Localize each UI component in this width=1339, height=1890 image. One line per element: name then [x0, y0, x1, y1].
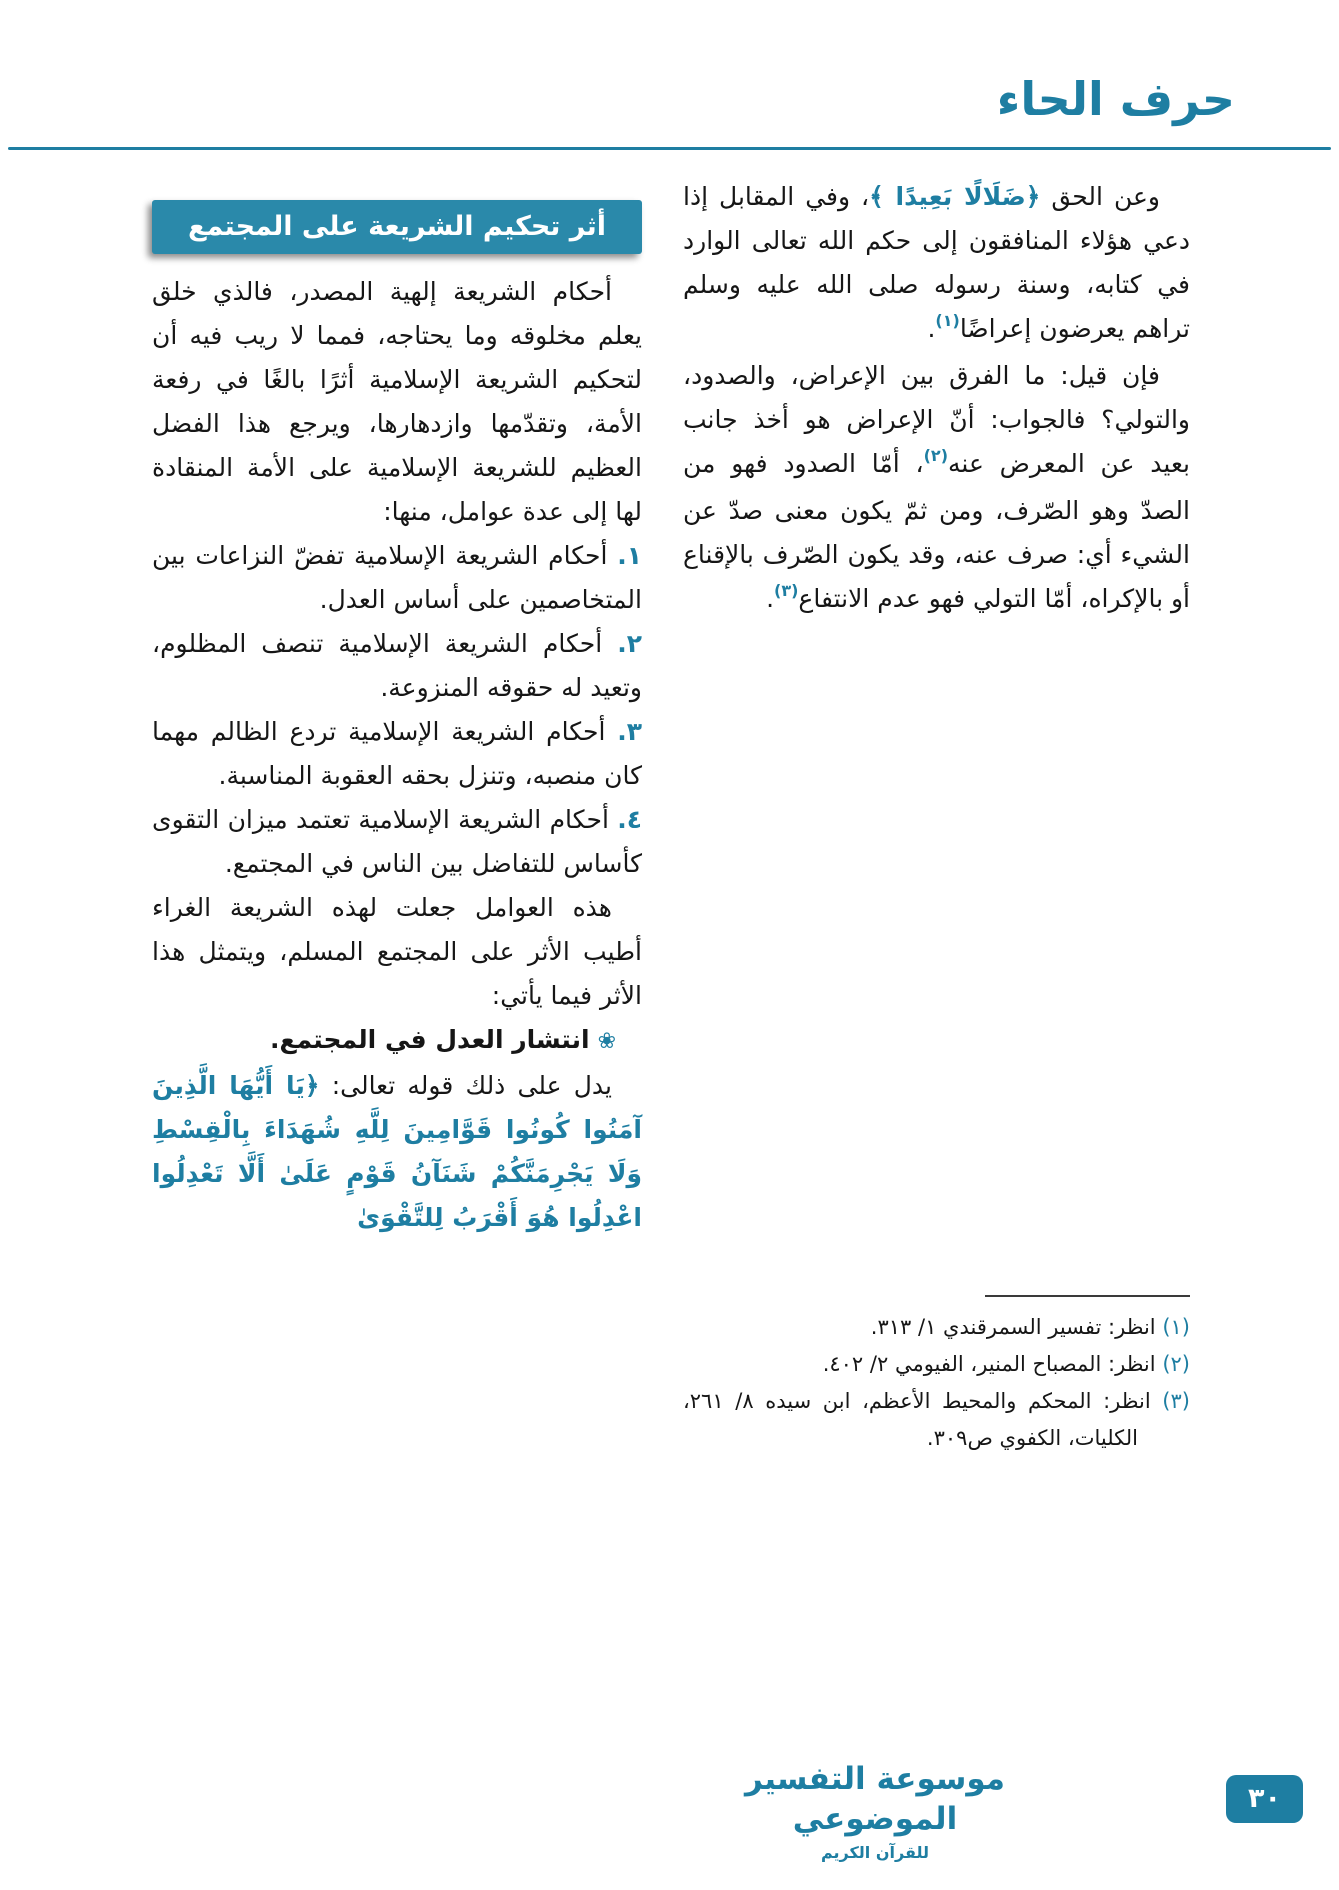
left-column	[152, 200, 642, 1240]
page-number-badge: ٣٠	[1226, 1775, 1303, 1823]
section-outro: هذه العوامل جعلت لهذه الشريعة الغراء أطيب الأثر على المجتمع المسلم، ويتمثل هذا الأثر فيما يأتي:	[152, 893, 642, 1010]
list-item-text: أحكام الشريعة الإسلامية تعتمد ميزان التقوى كأساس للتفاضل بين الناس في المجتمع.	[152, 805, 642, 878]
footnote-marker: (٣)	[1162, 1389, 1190, 1413]
paragraph	[683, 175, 1190, 354]
footnote-ref-1: (١)	[935, 311, 960, 330]
list-item-text: أحكام الشريعة الإسلامية تفضّ النزاعات بين المتخاصمين على أساس العدل.	[152, 541, 642, 614]
section-header-box	[152, 200, 642, 254]
footnote-marker: (٢)	[1162, 1352, 1190, 1376]
list-item	[152, 710, 642, 798]
bullet-text: انتشار العدل في المجتمع.	[269, 1025, 590, 1054]
logo-subtitle: للقرآن الكريم	[820, 1843, 930, 1862]
paragraph-text: .	[927, 314, 936, 343]
chapter-title-calligraphy: حرف الحاء	[996, 72, 1235, 126]
section-intro: أحكام الشريعة إلهية المصدر، فالذي خلق يعلم مخلوقه وما يحتاجه، فمما لا ريب فيه أن لتحكيم الشريعة الإسلامية أثرًا بالغًا في رفعة الأمة، وتقدّمها وازدهارها، ويرجع هذا الفضل العظيم للشريعة الإسلامية على الأمة المنقادة لها إلى عدة عوامل، منها:	[152, 277, 642, 526]
bullet-line	[152, 1018, 642, 1064]
list-item-text: أحكام الشريعة الإسلامية تردع الظالم مهما كان منصبه، وتنزل بحقه العقوبة المناسبة.	[152, 717, 642, 790]
list-item	[152, 622, 642, 710]
paragraph-text: ، أمّا الصدود فهو من الصدّ وهو الصّرف، ومن ثمّ يكون معنى صدّ عن الشيء أي: صرف عنه، وقد يكون الصّرف بالإقناع أو بالإكراه، أمّا التولي فهو عدم الانتفاع	[683, 449, 1190, 613]
paragraph-text: وعن الحق	[1040, 182, 1160, 211]
list-item	[152, 798, 642, 886]
quran-verse: ﴿يَا أَيُّهَا الَّذِينَ آمَنُوا كُونُوا قَوَّامِينَ لِلَّهِ شُهَدَاءَ بِالْقِسْطِ وَلَا يَجْرِمَنَّكُمْ شَنَآنُ قَوْمٍ عَلَىٰ أَلَّا تَعْدِلُوا اعْدِلُوا هُوَ أَقْرَبُ لِلتَّقْوَىٰ	[152, 1071, 642, 1232]
flower-bullet-icon: ❀	[597, 1029, 616, 1054]
footnotes-divider	[985, 1295, 1190, 1297]
footnote-text: انظر: تفسير السمرقندي ١/ ٣١٣.	[870, 1315, 1156, 1339]
footnote-item	[683, 1346, 1190, 1383]
list-item-number: ١.	[617, 541, 642, 570]
publisher-logo	[740, 1759, 1010, 1862]
paragraph-text: .	[766, 584, 775, 613]
paragraph	[683, 354, 1190, 624]
quran-quote: ﴿ضَلَالًا بَعِيدًا ﴾	[869, 182, 1041, 211]
list-item-number: ٤.	[617, 805, 642, 834]
footnote-text: انظر: المحكم والمحيط الأعظم، ابن سيده ٨/ ٢٦١، الكليات، الكفوي ص٣٠٩.	[683, 1389, 1151, 1450]
verse-paragraph	[152, 1064, 642, 1240]
verse-intro: يدل على ذلك قوله تعالى:	[319, 1071, 612, 1100]
list-item	[152, 534, 642, 622]
list-item-number: ٢.	[617, 629, 642, 658]
paragraph-text: ، وفي المقابل إذا دعي هؤلاء المنافقون إلى حكم الله تعالى الوارد في كتابه، وسنة رسوله صلى الله عليه وسلم تراهم يعرضون إعراضًا	[683, 182, 1190, 343]
footnote-ref-2: (٢)	[923, 446, 948, 465]
section-title: أثر تحكيم الشريعة على المجتمع	[188, 211, 606, 242]
footnotes	[683, 1295, 1190, 1457]
footnote-item	[683, 1383, 1190, 1457]
footnote-marker: (١)	[1162, 1315, 1190, 1339]
right-column	[683, 175, 1190, 624]
logo-title: موسوعة التفسير الموضوعي	[744, 1761, 1006, 1837]
paragraph-text: فإن قيل: ما الفرق بين الإعراض، والصدود، والتولي؟ فالجواب: أنّ الإعراض هو أخذ جانب بعيد عن المعرض عنه	[683, 361, 1190, 478]
list-item-number: ٣.	[617, 717, 642, 746]
footnote-ref-3: (٣)	[774, 581, 799, 600]
footnote-item	[683, 1309, 1190, 1346]
list-item-text: أحكام الشريعة الإسلامية تنصف المظلوم، وتعيد له حقوقه المنزوعة.	[152, 629, 642, 702]
header-divider	[8, 147, 1331, 150]
footnote-text: انظر: المصباح المنير، الفيومي ٢/ ٤٠٢.	[822, 1352, 1156, 1376]
